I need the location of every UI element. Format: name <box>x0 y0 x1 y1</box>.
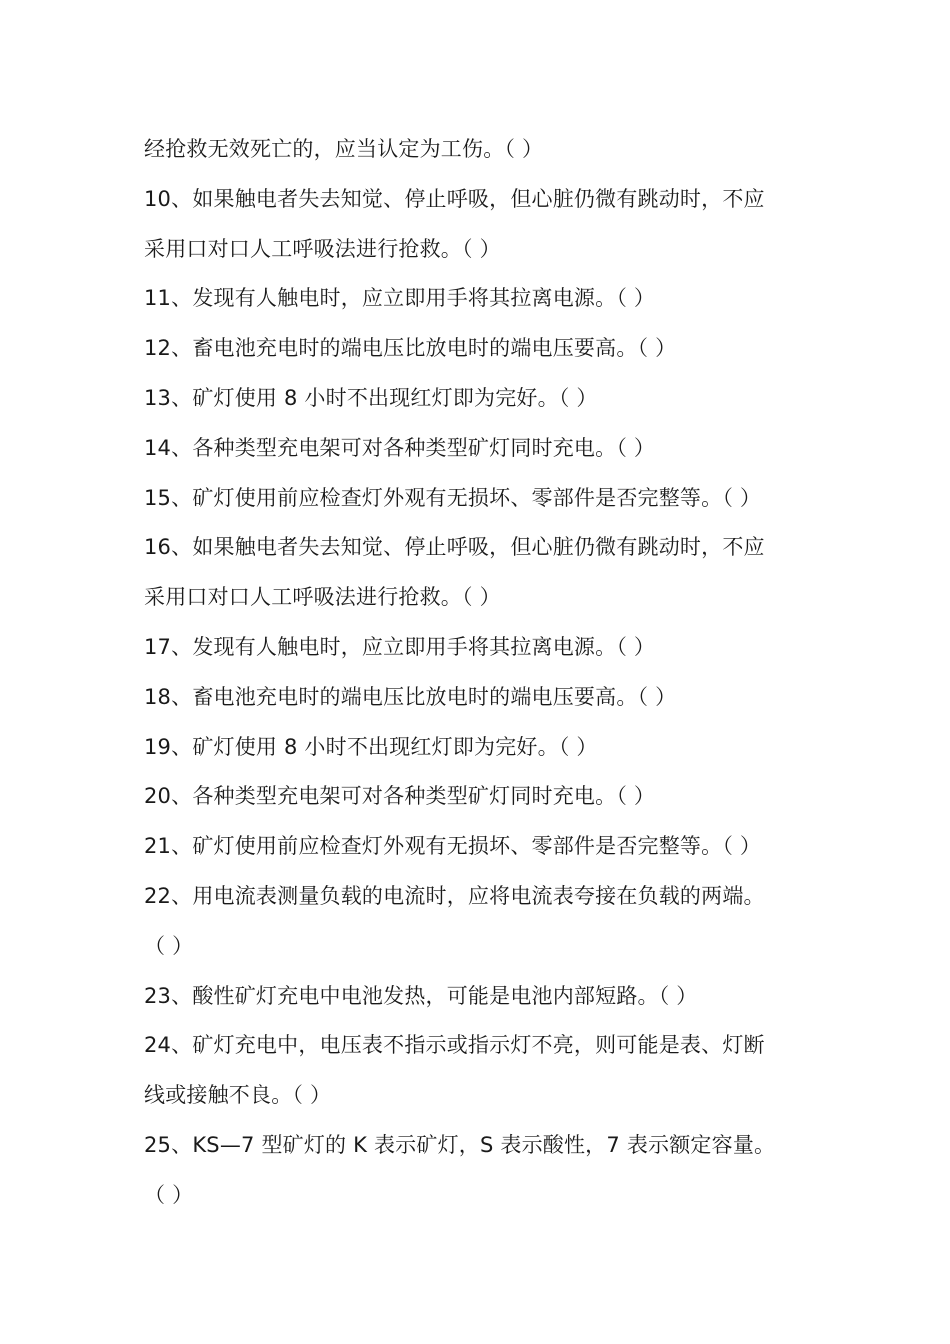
text-line: 25、KS—7 型矿灯的 K 表示矿灯，S 表示酸性，7 表示额定容量。 <box>144 1132 776 1157</box>
text-line: 20、各种类型充电架可对各种类型矿灯同时充电。（ ） <box>144 784 656 809</box>
text-line: 15、矿灯使用前应检查灯外观有无损坏、零部件是否完整等。（ ） <box>144 485 762 510</box>
text-line: 采用口对口人工呼吸法进行抢救。（ ） <box>144 236 501 261</box>
text-line: 13、矿灯使用 8 小时不出现红灯即为完好。（ ） <box>144 385 598 410</box>
text-line: 11、发现有人触电时，应立即用手将其拉离电源。（ ） <box>144 286 656 311</box>
text-line: 16、如果触电者失去知觉、停止呼吸，但心脏仍微有跳动时，不应 <box>144 535 765 560</box>
text-line: 21、矿灯使用前应检查灯外观有无损坏、零部件是否完整等。（ ） <box>144 834 762 859</box>
text-line: （ ） <box>144 1182 194 1207</box>
document-body <box>144 125 808 1221</box>
text-line: 采用口对口人工呼吸法进行抢救。（ ） <box>144 585 501 610</box>
text-line: 22、用电流表测量负载的电流时，应将电流表夸接在负载的两端。 <box>144 883 765 908</box>
text-line: 线或接触不良。（ ） <box>144 1083 332 1108</box>
text-line: 24、矿灯充电中，电压表不指示或指示灯不亮，则可能是表、灯断 <box>144 1033 765 1058</box>
text-line: 10、如果触电者失去知觉、停止呼吸，但心脏仍微有跳动时，不应 <box>144 186 765 211</box>
text-line: 17、发现有人触电时，应立即用手将其拉离电源。（ ） <box>144 634 656 659</box>
text-line: 经抢救无效死亡的，应当认定为工伤。（ ） <box>144 137 544 161</box>
text-line: 14、各种类型充电架可对各种类型矿灯同时充电。（ ） <box>144 435 656 460</box>
text-line: 23、酸性矿灯充电中电池发热，可能是电池内部短路。（ ） <box>144 983 698 1008</box>
text-line: 18、畜电池充电时的端电压比放电时的端电压要高。（ ） <box>144 684 677 709</box>
text-line: 19、矿灯使用 8 小时不出现红灯即为完好。（ ） <box>144 734 598 759</box>
text-line: 12、畜电池充电时的端电压比放电时的端电压要高。（ ） <box>144 336 677 361</box>
text-line: （ ） <box>144 933 194 958</box>
